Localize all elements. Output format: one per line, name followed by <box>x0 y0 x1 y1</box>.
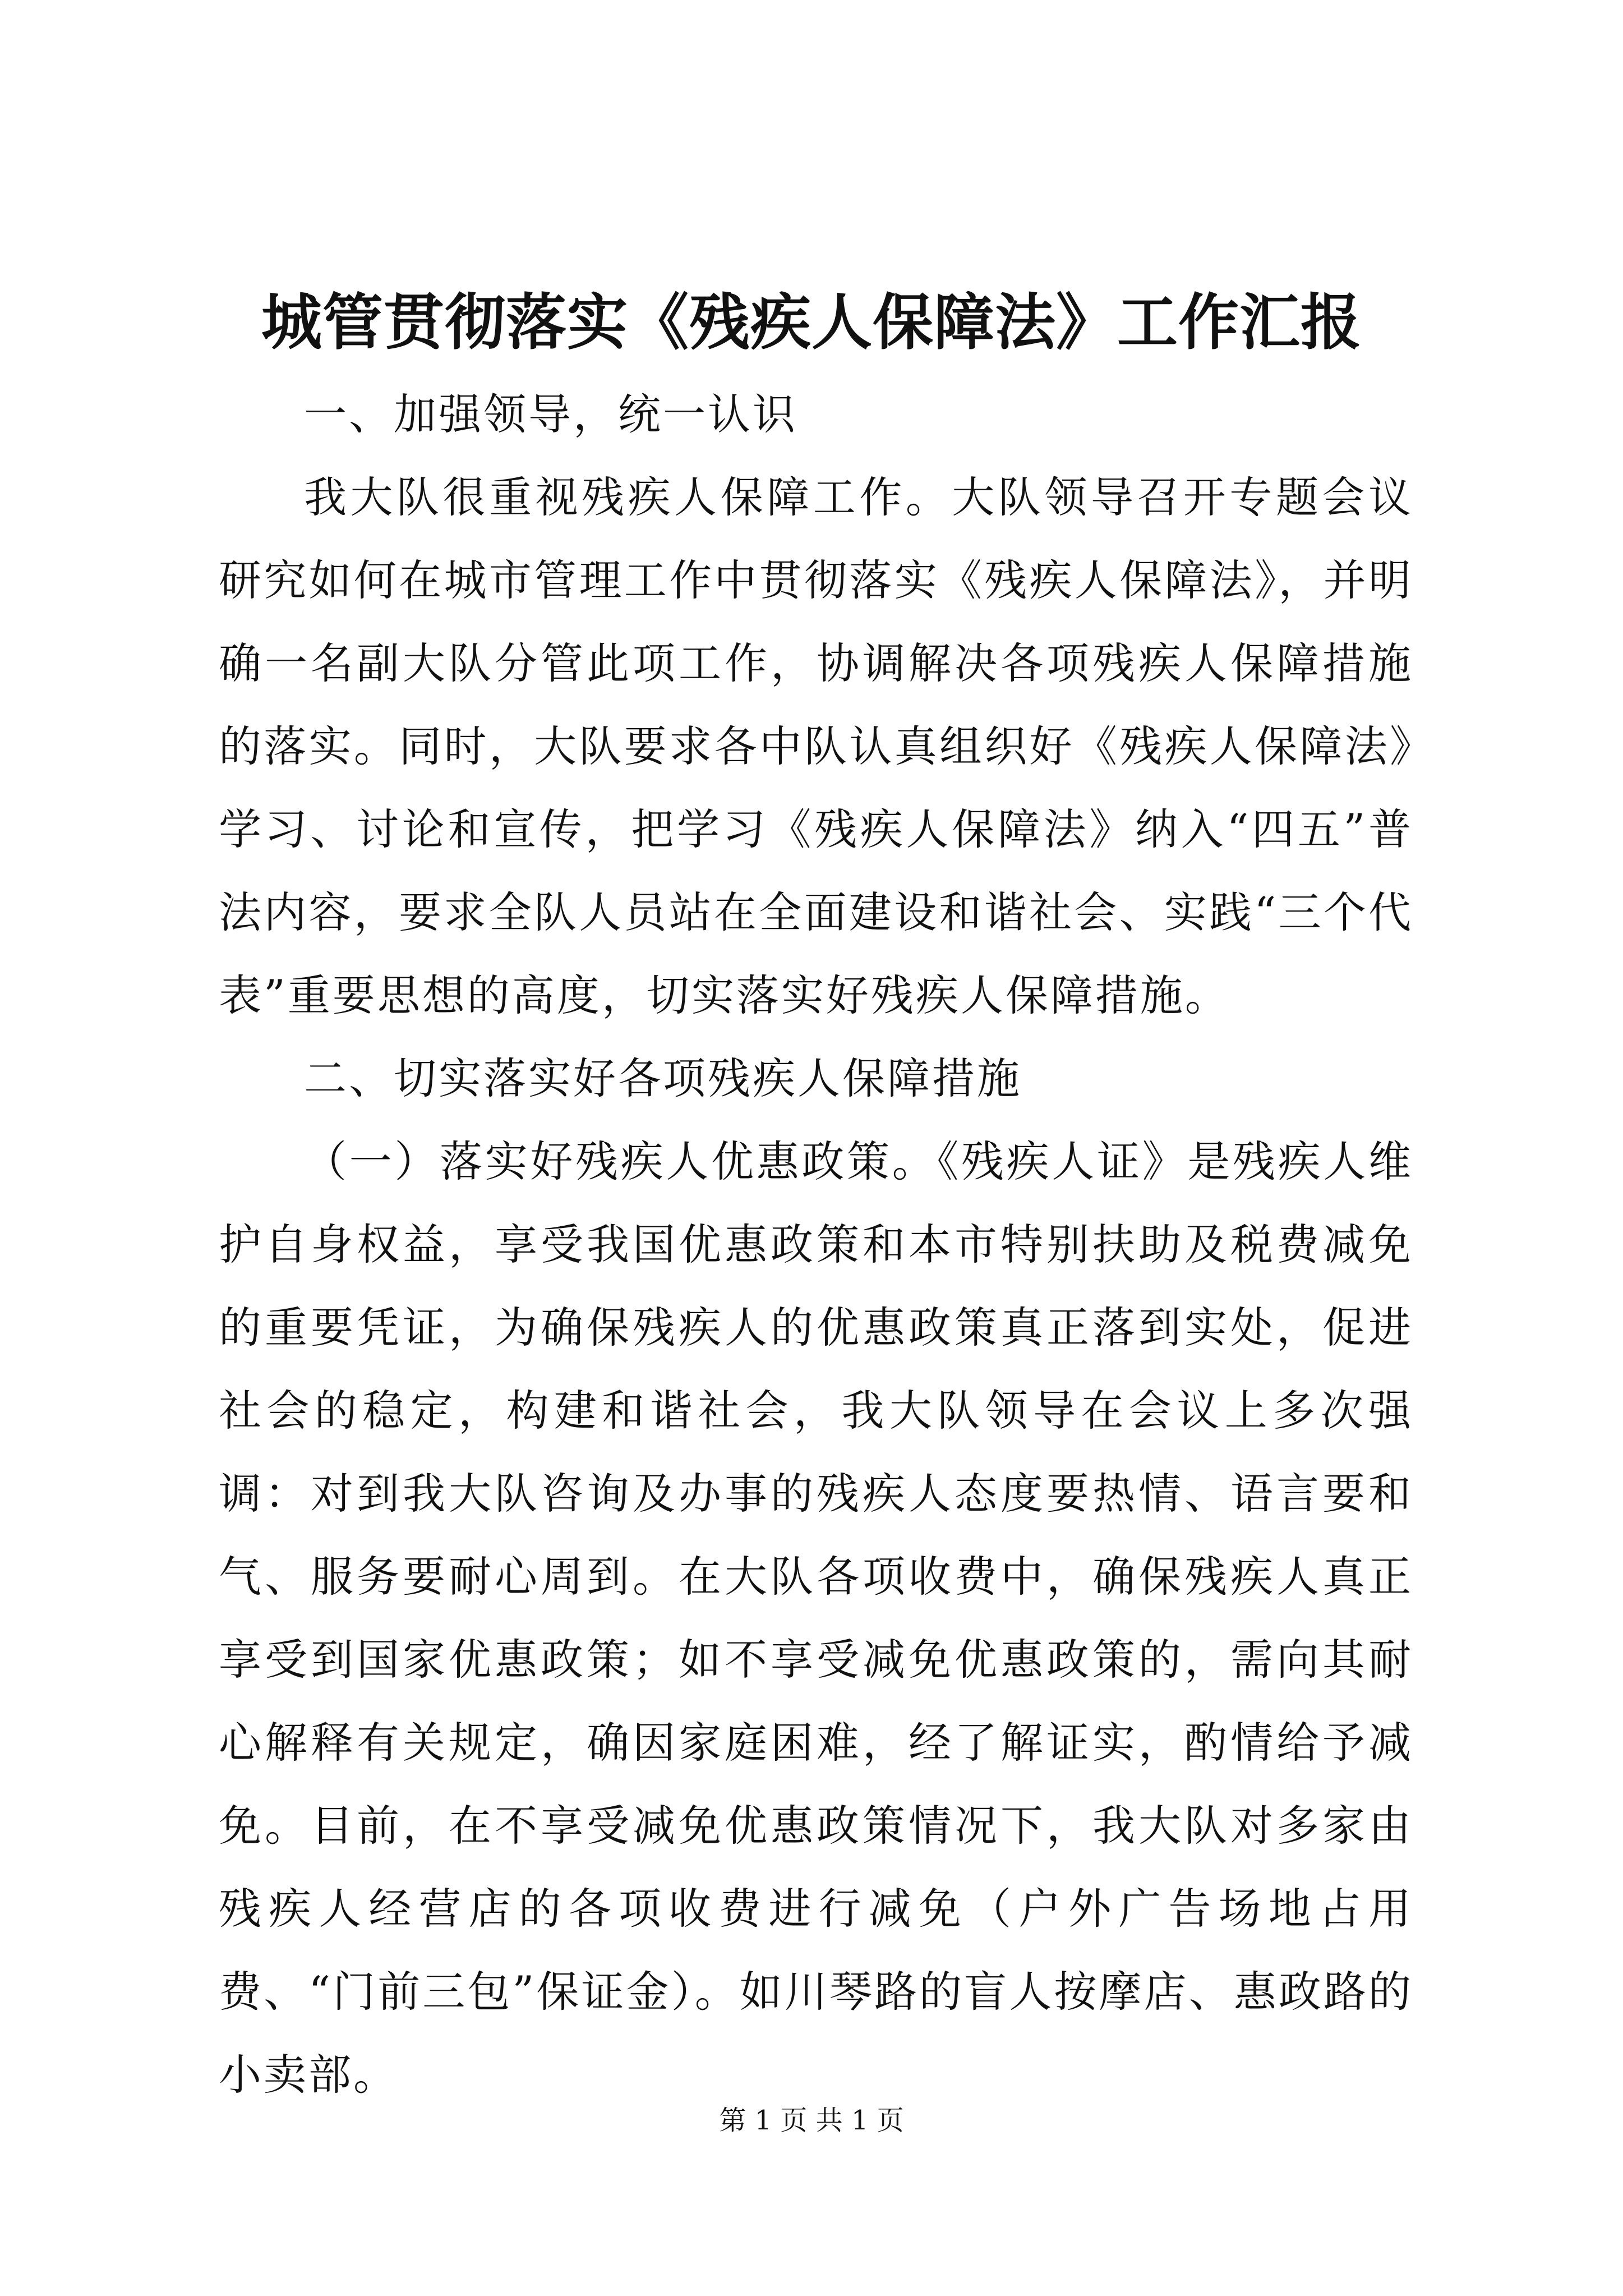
document-title: 城管贯彻落实《残疾人保障法》工作汇报 <box>261 287 1362 358</box>
body-paragraph-1: 我大队很重视残疾人保障工作。大队领导召开专题会议研究如何在城市管理工作中贯彻落实《残疾人保障法》，并明确一名副大队分管此项工作，协调解决各项残疾人保障措施的落实。同时，大队要求各中队认真组织好《残疾人保障法》学习、讨论和宣传，把学习《残疾人保障法》纳入“四五”普法内容，要求全队人员站在全面建设和谐社会、实践“三个代表”重要思想的高度，切实落实好残疾人保障措施。 <box>219 472 1413 1020</box>
document-body <box>219 373 1413 2116</box>
section-heading-2: 二、切实落实好各项残疾人保障措施 <box>304 1053 1022 1103</box>
page-number-footer: 第 1 页 共 1 页 <box>719 2105 904 2136</box>
section-heading-1: 一、加强领导，统一认识 <box>304 389 797 439</box>
body-paragraph-2: （一）落实好残疾人优惠政策。《残疾人证》是残疾人维护自身权益，享受我国优惠政策和本市特别扶助及税费减免的重要凭证，为确保残疾人的优惠政策真正落到实处，促进社会的稳定，构建和谐社会，我大队领导在会议上多次强调：对到我大队咨询及办事的残疾人态度要热情、语言要和气、服务要耐心周到。在大队各项收费中，确保残疾人真正享受到国家优惠政策；如不享受减免优惠政策的，需向其耐心解释有关规定，确因家庭困难，经了解证实，酌情给予减免。目前，在不享受减免优惠政策情况下，我大队对多家由残疾人经营店的各项收费进行减免（户外广告场地占用费、“门前三包”保证金）。如川琴路的盲人按摩店、惠政路的小卖部。 <box>219 1137 1413 2100</box>
